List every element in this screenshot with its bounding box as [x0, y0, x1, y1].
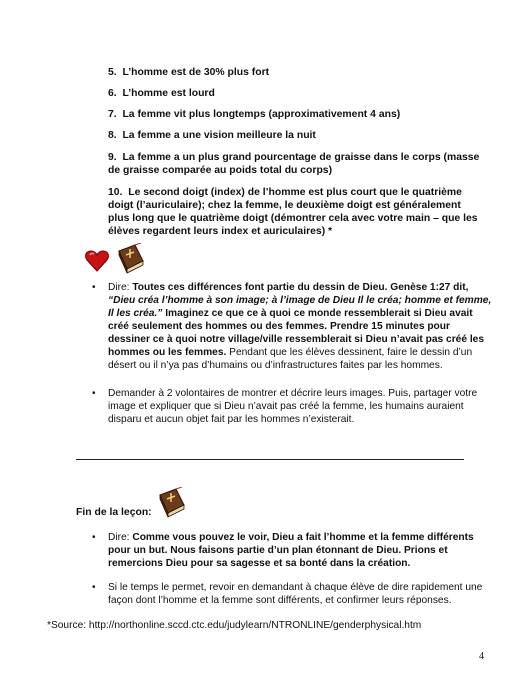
bullet-marker: •: [92, 388, 96, 399]
scripture-quote: “Dieu créa l’homme à son image; à l’image de Dieu Il le créa; homme et femme, Il les créa.”: [108, 295, 492, 319]
bullet-text: Demander à 2 volontaires de montrer et décrire leurs images. Puis, partager votre image et expliquer que si Dieu n’avait pas créé la femme, les humains auraient disparu et aucun objet fait par les hommes n’existerait.: [108, 388, 478, 425]
bible-icon: [115, 243, 145, 280]
bible-icon: [156, 487, 186, 524]
item-text: La femme a une vision meilleure la nuit: [122, 130, 316, 141]
item-number: 10.: [108, 187, 123, 198]
item-text: L’homme est de 30% plus fort: [122, 67, 270, 78]
bullet-item-volunteers: [92, 387, 492, 426]
item-text: Le second doigt (index) de l’homme est plus court que le quatrième doigt (l’auriculaire); chez la femme, le deuxième doigt est généralement plus long que le quatrième doigt (démontrer cela avec votre main – que les élèves regardent leurs index et auriculaires) *: [108, 187, 478, 237]
list-item-9: [108, 151, 480, 177]
normal-text: Pendant que les élèves dessinent, faire le dessin d’un désert ou il n’ya pas d’humains ou d’infrastructures faites par les hommes.: [108, 347, 473, 371]
horizontal-divider: [76, 459, 464, 460]
item-number: 5.: [108, 67, 117, 78]
bullet-item-dire-1: [92, 281, 492, 372]
bullet-marker: •: [92, 282, 96, 293]
source-citation: *Source: http://northonline.sccd.ctc.edu/judylearn/NTRONLINE/genderphysical.htm: [47, 620, 422, 631]
list-item-10: [108, 186, 484, 238]
item-number: 8.: [108, 130, 117, 141]
heart-icon: [84, 248, 110, 279]
bullet-marker: •: [92, 582, 96, 593]
bullet-item-dire-2: [92, 531, 492, 570]
say-prefix: Dire:: [108, 532, 133, 543]
lesson-end-heading: Fin de la leçon:: [76, 507, 152, 518]
bullet-text: Si le temps le permet, revoir en demandant à chaque élève de dire rapidement une façon dont l’homme et la femme sont différents, et confirmer leurs réponses.: [108, 582, 483, 606]
list-item-7: [108, 108, 488, 121]
list-item-5: [108, 66, 488, 79]
bold-text: Toutes ces différences font partie du dessin de Dieu. Genèse 1:27 dit,: [132, 282, 469, 293]
say-prefix: Dire:: [108, 282, 133, 293]
bullet-item-review: [92, 581, 492, 607]
item-text: La femme a un plus grand pourcentage de graisse dans le corps (masse de graisse comparée au poids total du corps): [108, 152, 480, 176]
item-text: La femme vit plus longtemps (approximativement 4 ans): [122, 109, 401, 120]
bold-text: Comme vous pouvez le voir, Dieu a fait l’homme et la femme différents pour un but. Nous faisons partie d’un plan étonnant de Dieu. Prions et remercions Dieu pour sa sagesse et sa bonté dans la création.: [108, 532, 474, 569]
page-number: 4: [479, 651, 484, 662]
bullet-marker: •: [92, 532, 96, 543]
item-number: 9.: [108, 152, 117, 163]
item-number: 6.: [108, 88, 117, 99]
list-item-8: [108, 129, 488, 142]
item-number: 7.: [108, 109, 117, 120]
list-item-6: [108, 87, 488, 100]
item-text: L’homme est lourd: [122, 88, 215, 99]
bold-text: Imaginez ce que ce à quoi ce monde ressemblerait si Dieu avait créé seulement des hommes ou des femmes. Prendre 15 minutes pour dessiner ce à quoi notre village/ville ressemblerait si Dieu n’avait pas créé les hommes ou les femmes.: [108, 308, 484, 358]
